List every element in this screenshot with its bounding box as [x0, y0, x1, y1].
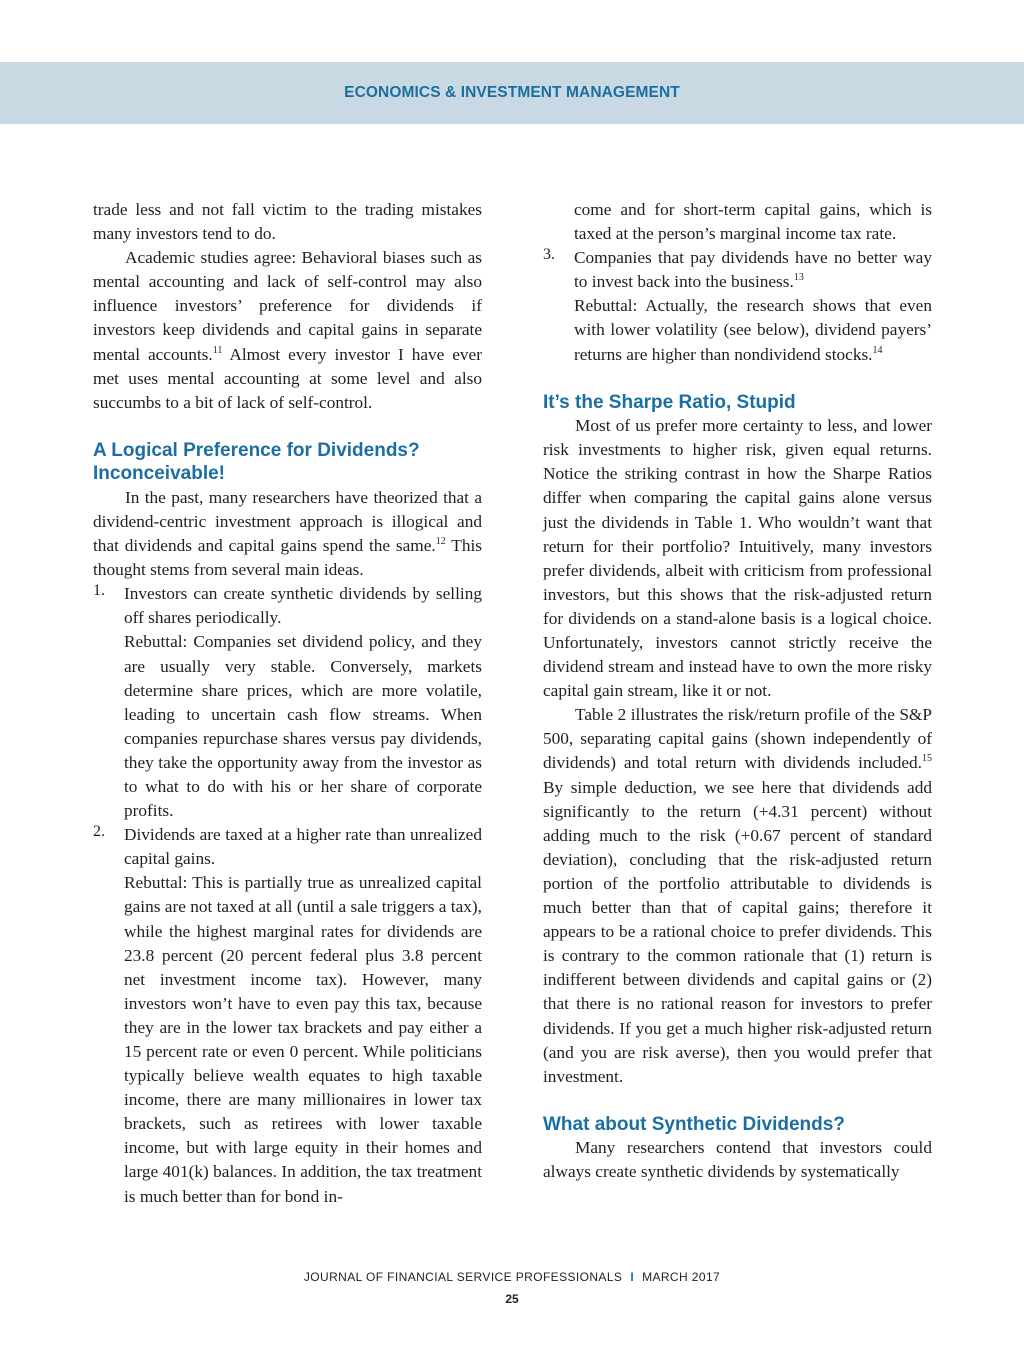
footnote-ref: 12 [435, 536, 446, 548]
section-title: ECONOMICS & INVESTMENT MANAGEMENT [344, 84, 680, 101]
list-number: 3. [543, 246, 555, 264]
paragraph: trade less and not fall victim to the trading mistakes many investors tend to do. [93, 200, 482, 244]
list-item [93, 823, 482, 1209]
list-number: 1. [93, 582, 105, 600]
page-number: 25 [505, 1292, 519, 1306]
list-item-continued [543, 198, 932, 246]
paragraph: Table 2 illustrates the risk/return profile of the S&P 500, separating capital gains (shown independently of dividends) and total return with dividends included.$^{15}$ By simple deduction, we see here that dividends add significantly to the return (+4.31 percent) without adding much to the risk (+0.67 percent of standard deviation), concluding that the risk-adjusted return portion of the portfolio attributable to dividends is much better than that of capital gains; therefore it appears to be a rational choice to prefer dividends. This is contrary to the common rationale that (1) return is indifferent between dividends and capital gains or (2) that there is no rational reason for investors to prefer dividends. If you get a much higher risk-adjusted return (and you are risk averse), then you would prefer that investment. [543, 705, 932, 1086]
footnote-ref: 14 [872, 344, 883, 356]
footnote-ref: 11 [212, 344, 223, 356]
list-item-text: Dividends are taxed at a higher rate than unrealized capital gains. [124, 825, 482, 869]
left-column [93, 198, 482, 1209]
footnote-ref: 13 [793, 272, 804, 284]
list-item-rebuttal: Rebuttal: Actually, the research shows that even with lower volatility (see below), dividend payers’ returns are higher than nondividend stocks.$^{14}$ [574, 296, 932, 364]
list-item-rebuttal: come and for short-term capital gains, which is taxed at the person’s marginal income tax rate. [574, 200, 932, 244]
list-item-text: Investors can create synthetic dividends by selling off shares periodically. [124, 584, 482, 628]
section-heading: It’s the Sharpe Ratio, Stupid [543, 391, 796, 413]
right-column [543, 198, 932, 1184]
paragraph: Academic studies agree: Behavioral biases such as mental accounting and lack of self-control may also influence investors’ preference for dividends if investors keep dividends and capital gains in separate mental accounts.$^{11}$ Almost every investor I have ever met uses mental accounting at some level and also succumbs to a bit of lack of self-control. [93, 248, 482, 412]
section-heading: A Logical Preference for Dividends? Inconceivable! [93, 439, 420, 485]
section-heading: What about Synthetic Dividends? [543, 1113, 845, 1135]
list-item-text: Companies that pay dividends have no better way to invest back into the business.$^{13}$ [574, 248, 932, 292]
paragraph: In the past, many researchers have theorized that a dividend-centric investment approach is illogical and that dividends and capital gains spend the same.$^{12}$ This thought stems from several main ideas. [93, 487, 483, 580]
paragraph: Many researchers contend that investors could always create synthetic dividends by systematically [543, 1138, 932, 1182]
footnote-ref: 15 [922, 753, 932, 765]
list-item [543, 246, 932, 366]
footer-separator: I [630, 1270, 635, 1284]
list-number: 2. [93, 823, 105, 841]
paragraph: Most of us prefer more certainty to less, and lower risk investments to higher risk, given equal returns. Notice the striking contrast in how the Sharpe Ratios differ when comparing the capital gains alone versus just the dividends in Table 1. Who wouldn’t want that return for their portfolio? Intuitively, many investors prefer dividends, albeit with criticism from professional investors, but this shows that the risk-adjusted return for dividends on a stand-alone basis is a logical choice. Unfortunately, investors cannot strictly receive the dividend stream and instead have to own the more risky capital gain stream, like it or not. [543, 416, 932, 701]
list-item-rebuttal: Rebuttal: Companies set dividend policy, and they are usually very stable. Conversely, markets determine share prices, which are more volatile, leading to uncertain cash flow streams. When companies repurchase shares versus pay dividends, they take the opportunity away from the investor as to what to do with his or her share of corporate profits. [124, 632, 482, 821]
journal-name: JOURNAL OF FINANCIAL SERVICE PROFESSIONALS [303, 1270, 623, 1284]
page-footer [0, 1270, 1024, 1284]
issue-date: MARCH 2017 [642, 1270, 721, 1284]
list-item [93, 582, 482, 823]
list-item-rebuttal: Rebuttal: This is partially true as unrealized capital gains are not taxed at all (until a sale triggers a tax), while the highest marginal rates for dividends are 23.8 percent (20 percent federal plus 3.8 percent net investment income tax). However, many investors won’t have to even pay this tax, because they are in the lower tax brackets and pay either a 15 percent rate or even 0 percent. While politicians typically believe wealth equates to high taxable income, there are many millionaires in lower tax brackets, such as retirees with lower taxable income, but with large equity in their homes and large 401(k) balances. In addition, the tax treatment is much better than for bond in- [124, 873, 482, 1206]
